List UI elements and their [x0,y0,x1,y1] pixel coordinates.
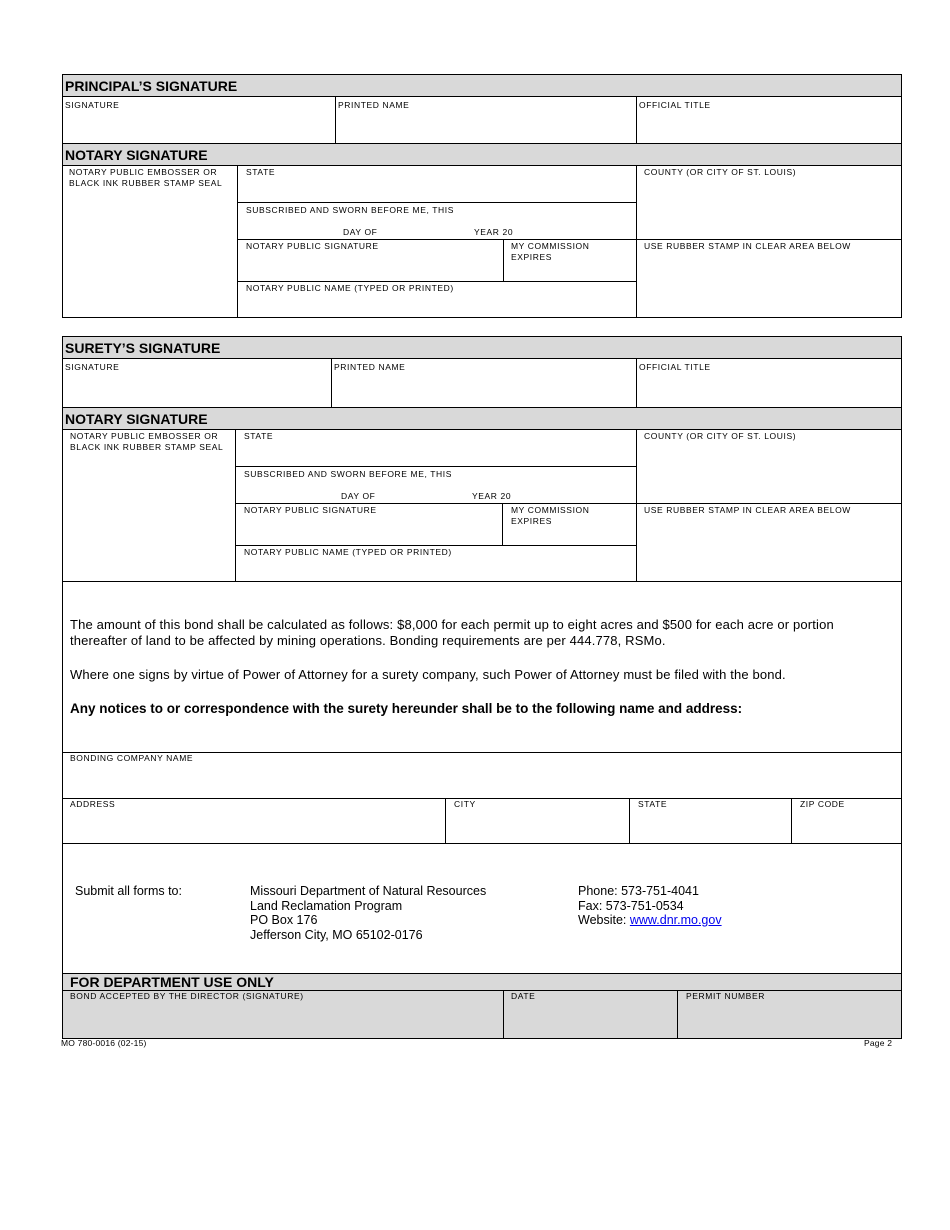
principal-printed-name-label: PRINTED NAME [338,100,410,110]
bonding-city-label: CITY [454,799,476,809]
notary2-name-field[interactable] [235,545,638,582]
notary2-stamp-area [636,503,902,582]
notary1-seal-label: NOTARY PUBLIC EMBOSSER OR BLACK INK RUBBER STAMP SEAL [69,167,223,188]
notary2-stamp-label: USE RUBBER STAMP IN CLEAR AREA BELOW [644,505,851,515]
bonding-state-label: STATE [638,799,668,809]
surety-signature-header: SURETY’S SIGNATURE [62,336,902,359]
notary1-stamp-label: USE RUBBER STAMP IN CLEAR AREA BELOW [644,241,851,251]
bonding-zip-label: ZIP CODE [800,799,845,809]
notary2-seal-label: NOTARY PUBLIC EMBOSSER OR BLACK INK RUBBER STAMP SEAL [70,431,224,452]
principal-signature-label: SIGNATURE [65,100,120,110]
notary2-signature-label: NOTARY PUBLIC SIGNATURE [244,505,377,515]
notary2-state-label: STATE [244,431,274,441]
page-number: Page 2 [864,1038,893,1048]
power-of-attorney-text: Where one signs by virtue of Power of Attorney for a surety company, such Power of Attorney must be filed with the bond. [70,667,786,682]
address-line: PO Box 176 [250,913,318,927]
bond-info-section [62,581,902,753]
notary1-header: NOTARY SIGNATURE [62,143,902,166]
principal-official-title-label: OFFICIAL TITLE [639,100,711,110]
notary2-subscribed-field[interactable] [235,466,638,504]
notary2-commission-field[interactable] [502,503,638,546]
surety-printed-name-field[interactable] [331,358,638,408]
principal-printed-name-field[interactable] [335,96,638,144]
permit-number-label: PERMIT NUMBER [686,991,765,1001]
notary1-name-field[interactable] [237,281,638,318]
department-use-header: FOR DEPARTMENT USE ONLY [62,973,902,991]
bond-accepted-label: BOND ACCEPTED BY THE DIRECTOR (SIGNATURE) [70,991,304,1001]
notary1-commission-field[interactable] [503,239,638,282]
notice-text: Any notices to or correspondence with the surety hereunder shall be to the following name and address: [70,701,743,716]
surety-signature-label: SIGNATURE [65,362,120,372]
notary2-signature-field[interactable] [235,503,504,546]
notary1-county-label: COUNTY (OR CITY OF ST. LOUIS) [644,167,797,177]
notary2-county-field[interactable] [636,429,902,505]
bonding-address-label: ADDRESS [70,799,116,809]
notary1-commission-label: MY COMMISSION EXPIRES [511,241,590,262]
bonding-company-name-field[interactable] [62,752,902,799]
notary1-signature-field[interactable] [237,239,505,282]
address-line: Missouri Department of Natural Resources [250,884,487,898]
notary2-state-field[interactable] [235,429,638,467]
address-line: Jefferson City, MO 65102-0176 [250,927,423,942]
phone-number: Phone: 573-751-4041 [578,884,699,898]
notary1-year-label: YEAR 20 [474,227,514,237]
notary2-seal-area [62,429,237,582]
notary2-name-label: NOTARY PUBLIC NAME (TYPED OR PRINTED) [244,547,452,557]
submit-label: Submit all forms to: [75,884,182,898]
contact-info [578,884,722,928]
mailing-address [250,884,486,942]
website-line [578,913,722,928]
department-date-label: DATE [511,991,536,1001]
principal-signature-field[interactable] [62,96,337,144]
surety-signature-field[interactable] [62,358,333,408]
surety-official-title-field[interactable] [636,358,902,408]
submit-section [62,843,902,974]
bonding-company-name-label: BONDING COMPANY NAME [70,753,194,763]
surety-printed-name-label: PRINTED NAME [334,362,406,372]
notary2-day-of-label: DAY OF [341,491,376,501]
bond-calculation-text: The amount of this bond shall be calculated as follows: $8,000 for each permit up to eight acres and $500 for each acre or portion thereafter of land to be affected by mining operations. Bonding requirements are per 444.778, RSMo. [70,617,834,648]
notary1-subscribed-field[interactable] [237,202,638,240]
principal-official-title-field[interactable] [636,96,902,144]
principal-signature-header: PRINCIPAL’S SIGNATURE [62,74,902,97]
notary2-county-label: COUNTY (OR CITY OF ST. LOUIS) [644,431,797,441]
permit-number-field[interactable] [677,990,902,1039]
notary1-seal-area [62,165,239,318]
notary2-subscribed-label: SUBSCRIBED AND SWORN BEFORE ME, THIS [244,469,452,479]
notary1-state-label: STATE [246,167,276,177]
notary2-year-label: YEAR 20 [472,491,512,501]
website-prefix: Website: [578,913,630,927]
notary1-stamp-area [636,239,902,318]
notary1-state-field[interactable] [237,165,638,203]
notary1-name-label: NOTARY PUBLIC NAME (TYPED OR PRINTED) [246,283,454,293]
bond-accepted-field[interactable] [62,990,505,1039]
department-date-field[interactable] [503,990,679,1039]
notary1-day-of-label: DAY OF [343,227,378,237]
notary2-commission-label: MY COMMISSION EXPIRES [511,505,590,526]
bonding-zip-field[interactable] [791,798,902,844]
notary1-county-field[interactable] [636,165,902,241]
form-number: MO 780-0016 (02-15) [61,1038,147,1048]
website-link[interactable]: www.dnr.mo.gov [629,913,722,927]
bonding-state-field[interactable] [629,798,793,844]
surety-official-title-label: OFFICIAL TITLE [639,362,711,372]
notary1-subscribed-label: SUBSCRIBED AND SWORN BEFORE ME, THIS [246,205,454,215]
bonding-city-field[interactable] [445,798,631,844]
notary2-header: NOTARY SIGNATURE [62,407,902,430]
notary1-signature-label: NOTARY PUBLIC SIGNATURE [246,241,379,251]
fax-number: Fax: 573-751-0534 [578,898,684,913]
bonding-address-field[interactable] [62,798,447,844]
address-line: Land Reclamation Program [250,898,403,913]
